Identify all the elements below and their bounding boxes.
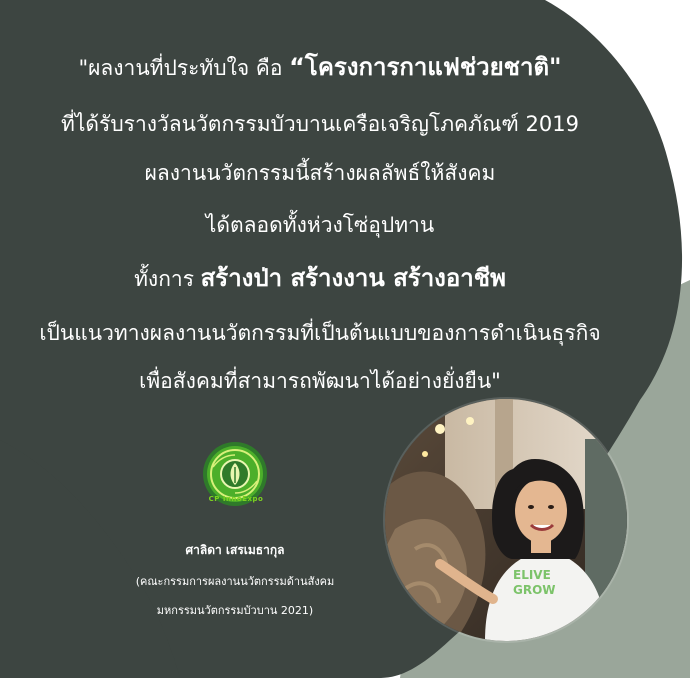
quote-line-1	[0, 52, 640, 83]
person-role-line-2: มหกรรมนวัตกรรมบัวบาน 2021)	[156, 604, 314, 617]
quote-line-1-prefix: "ผลงานที่ประทับใจ คือ	[78, 56, 290, 80]
svg-text:ELIVE: ELIVE	[513, 568, 551, 582]
logo-wordmark: CP InnoExpo	[208, 495, 264, 503]
portrait-illustration	[385, 399, 627, 641]
quote-line-3: ผลงานนวัตกรรมนี้สร้างผลลัพธ์ให้สังคม	[144, 161, 496, 185]
quote-line-5	[0, 263, 640, 294]
quote-line-4: ได้ตลอดทั้งห่วงโซ่อุปทาน	[205, 213, 435, 237]
quote-line-7: เพื่อสังคมที่สามารถพัฒนาได้อย่างยั่งยืน"	[139, 369, 501, 393]
quote-line-2: ที่ได้รับรางวัลนวัตกรรมบัวบานเครือเจริญโภคภัณฑ์ 2019	[61, 112, 579, 136]
person-name: ศาลิดา เสรเมธากุล	[185, 543, 285, 557]
project-name-highlight: “โครงการกาแฟช่วยชาติ"	[289, 53, 562, 81]
quote-line-5-prefix: ทั้งการ	[134, 267, 201, 291]
impact-highlight: สร้างป่า สร้างงาน สร้างอาชีพ	[200, 264, 506, 292]
person-role-line-1: (คณะกรรมการผลงานนวัตกรรมด้านสังคม	[135, 575, 335, 588]
person-photo	[385, 399, 627, 641]
svg-text:GROW: GROW	[513, 583, 556, 597]
quote-line-6: เป็นแนวทางผลงานนวัตกรรมที่เป็นต้นแบบของการดำเนินธุรกิจ	[39, 321, 601, 345]
